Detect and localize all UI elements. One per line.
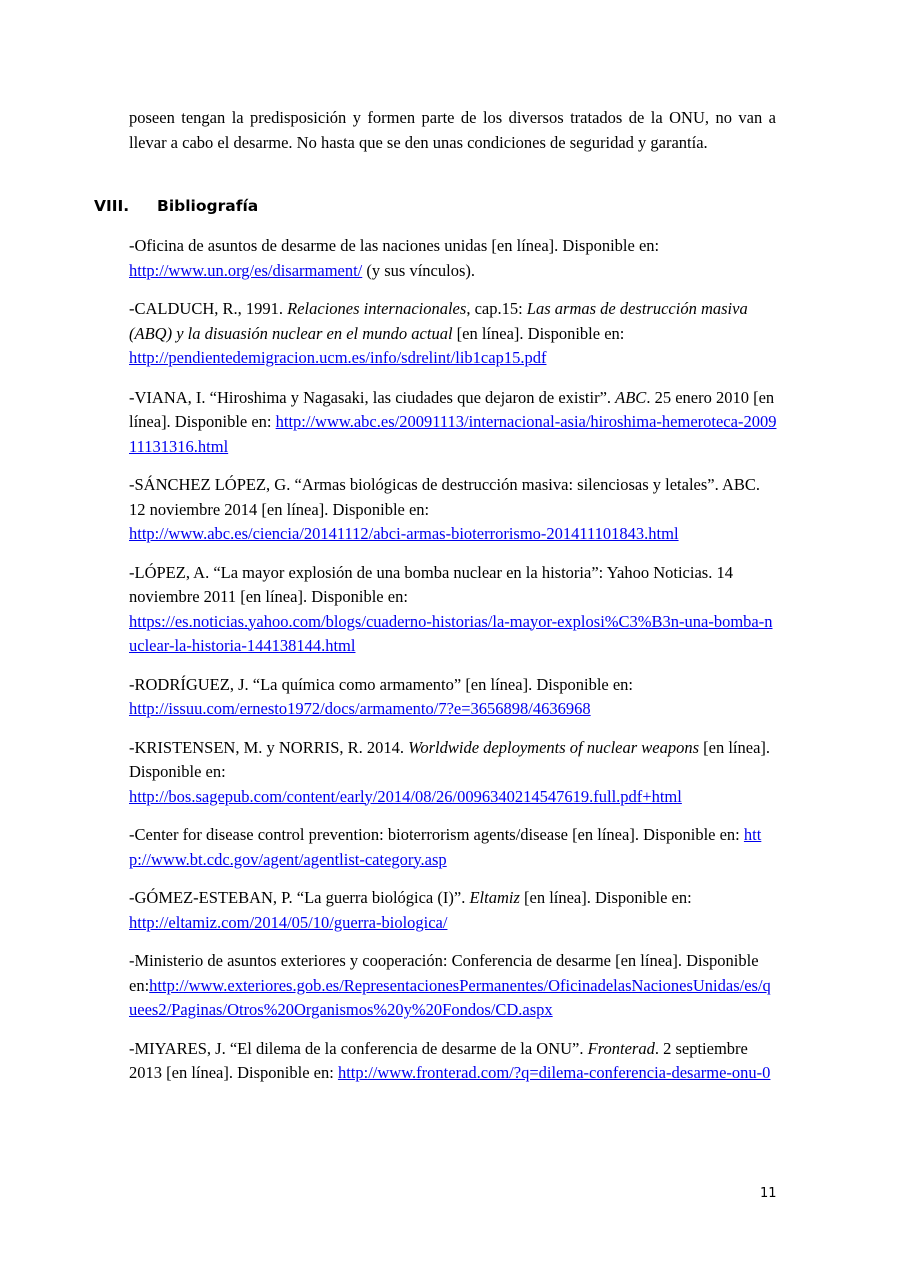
- bibliography-list: [129, 234, 779, 1100]
- entry-link[interactable]: http://www.bt.cdc.gov/agent/agentlist-category.asp: [129, 825, 762, 869]
- entry-text: , cap.15:: [466, 299, 527, 318]
- bibliography-entry: [129, 473, 779, 547]
- entry-text: . 2 septiembre 2013 [en línea]. Disponible en:: [129, 1038, 748, 1082]
- bibliography-entry: [129, 823, 779, 872]
- entry-text: -KRISTENSEN, M. y NORRIS, R. 2014.: [129, 737, 409, 757]
- entry-link[interactable]: http://www.un.org/es/disarmament/: [129, 260, 363, 280]
- entry-text: -CALDUCH, R., 1991.: [129, 299, 288, 318]
- entry-link[interactable]: http://eltamiz.com/2014/05/10/guerra-biologica/: [129, 912, 448, 932]
- entry-text: -Oficina de asuntos de desarme de las naciones unidas [en línea]. Disponible en:: [129, 236, 660, 255]
- entry-link[interactable]: https://es.noticias.yahoo.com/blogs/cuaderno-historias/la-mayor-explosi%C3%B3n-una-bomba-nuclear-la-historia-144138144.html: [129, 611, 773, 655]
- entry-journal: Eltamiz: [469, 888, 520, 907]
- entry-title: Las armas de destrucción masiva (ABQ) y la disuasión nuclear en el mundo actual: [129, 299, 748, 343]
- page-number: 11: [760, 1186, 777, 1201]
- entry-text: [en línea]. Disponible en:: [519, 888, 692, 907]
- entry-link[interactable]: http://www.fronterad.com/?q=dilema-conferencia-desarme-onu-0: [337, 1063, 771, 1082]
- bibliography-entry: [129, 234, 779, 283]
- entry-text: -Ministerio de asuntos exteriores y cooperación: Conferencia de desarme [en línea]. Disponible en:: [129, 951, 759, 995]
- bibliography-entry: [129, 736, 779, 810]
- bibliography-entry: [129, 386, 779, 460]
- bibliography-entry: [129, 886, 779, 935]
- entry-title: Relaciones internacionales: [287, 299, 467, 318]
- section-number: VIII.: [94, 197, 130, 215]
- bibliography-entry: [129, 1037, 779, 1086]
- intro-paragraph: poseen tengan la predisposición y formen parte de los diversos tratados de la ONU, no van a llevar a cabo el desarme. No hasta que se den unas condiciones de seguridad y garantía.: [129, 108, 776, 152]
- entry-link[interactable]: http://issuu.com/ernesto1972/docs/armamento/7?e=3656898/4636968: [129, 699, 591, 718]
- entry-text: -MIYARES, J. “El dilema de la conferencia de desarme de la ONU”.: [129, 1038, 588, 1058]
- entry-link[interactable]: http://www.abc.es/20091113/internacional-asia/hiroshima-hemeroteca-200911131316.html: [129, 412, 777, 456]
- entry-text: -LÓPEZ, A. “La mayor explosión de una bomba nuclear en la historia”: Yahoo Noticias. 14 noviembre 2011 [en línea]. Disponible en:: [129, 562, 733, 606]
- entry-text: [en línea]. Disponible en:: [452, 323, 625, 343]
- section-heading: [94, 194, 258, 218]
- entry-link[interactable]: http://www.abc.es/ciencia/20141112/abci-armas-bioterrorismo-201411101843.html: [129, 524, 679, 543]
- entry-text: -SÁNCHEZ LÓPEZ, G. “Armas biológicas de destrucción masiva: silenciosas y letales”. ABC. 12 noviembre 2014 [en línea]. Disponible en:: [129, 475, 761, 519]
- entry-journal: ABC: [615, 387, 647, 407]
- entry-link[interactable]: http://pendientedemigracion.ucm.es/info/sdrelint/lib1cap15.pdf: [129, 348, 547, 367]
- bibliography-entry: [129, 297, 779, 371]
- entry-journal: Fronterad: [587, 1038, 655, 1058]
- entry-link[interactable]: http://bos.sagepub.com/content/early/2014/08/26/0096340214547619.full.pdf+html: [129, 786, 682, 806]
- bibliography-entry: [129, 949, 779, 1023]
- entry-text: . 25 enero 2010 [en línea]. Disponible en:: [129, 387, 775, 431]
- bibliography-entry: [129, 561, 779, 659]
- entry-text: [en línea]. Disponible en:: [129, 737, 771, 781]
- entry-text: (y sus vínculos).: [362, 260, 476, 280]
- entry-title: Worldwide deployments of nuclear weapons: [408, 737, 700, 757]
- entry-text: -Center for disease control prevention: bioterrorism agents/disease [en línea]. Disponible en:: [129, 825, 744, 844]
- entry-link[interactable]: http://www.exteriores.gob.es/RepresentacionesPermanentes/OficinadelasNacionesUnidas/es/quees2/Paginas/Otros%20Organismos%20y%20Fondos/CD.aspx: [129, 975, 771, 1019]
- entry-text: -VIANA, I. “Hiroshima y Nagasaki, las ciudades que dejaron de existir”.: [129, 387, 616, 407]
- entry-text: -GÓMEZ-ESTEBAN, P. “La guerra biológica (I)”.: [129, 888, 470, 907]
- entry-text: -RODRÍGUEZ, J. “La química como armamento” [en línea]. Disponible en:: [129, 674, 634, 694]
- bibliography-entry: [129, 673, 779, 722]
- section-title: Bibliografía: [157, 197, 259, 215]
